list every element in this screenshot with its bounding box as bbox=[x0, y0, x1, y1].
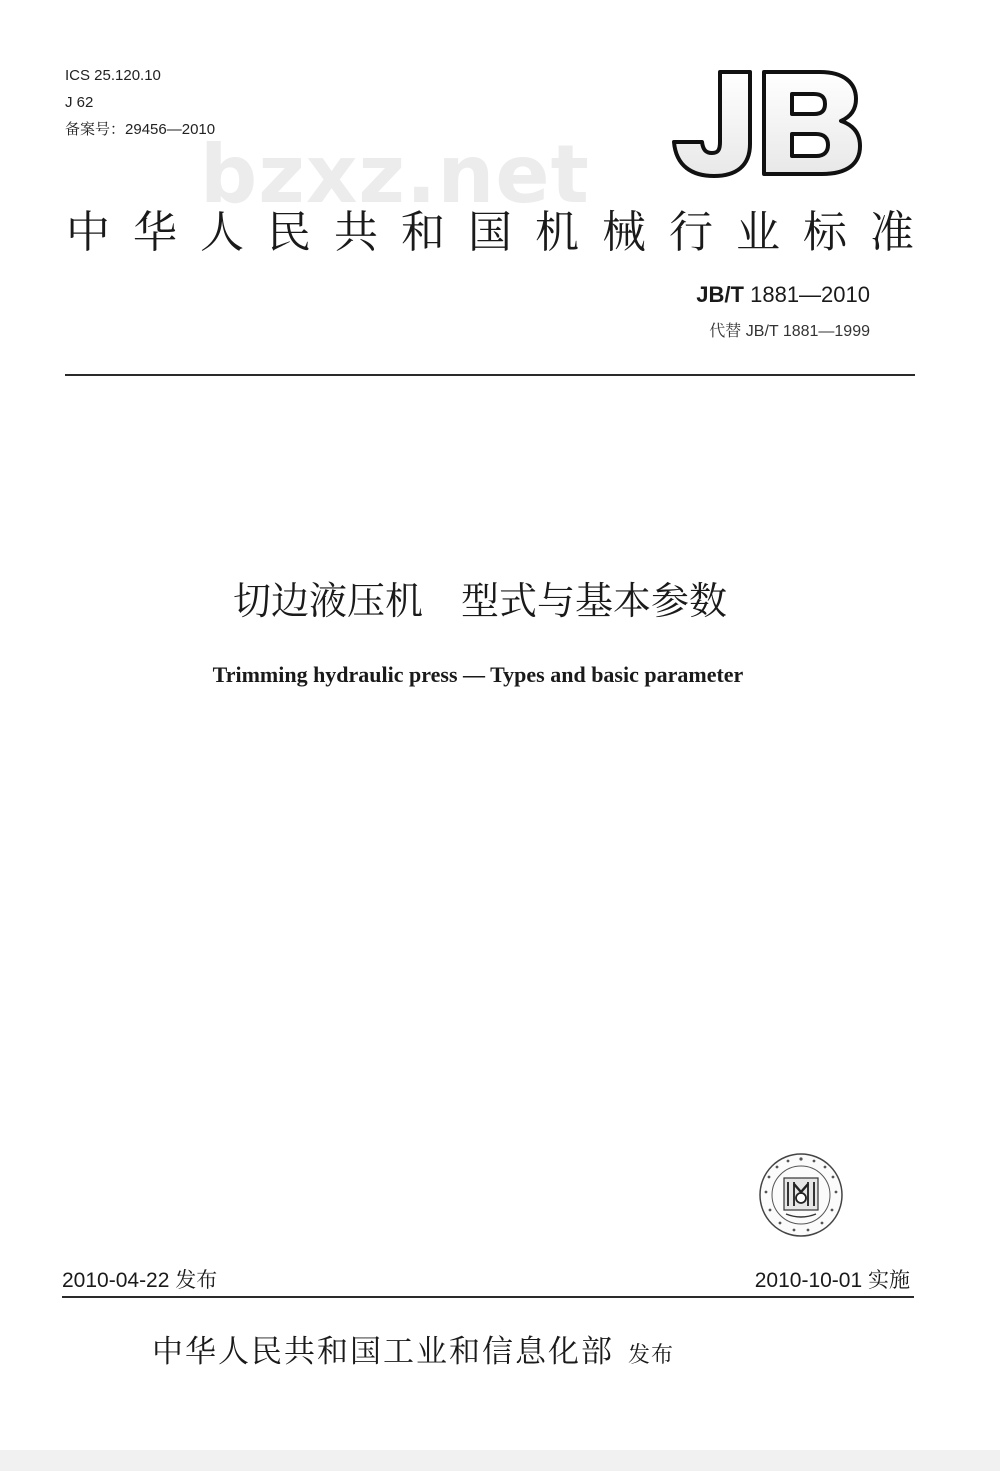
publisher-line bbox=[152, 1326, 674, 1371]
record-label: 备案号： bbox=[65, 121, 126, 138]
jb-logo bbox=[668, 68, 868, 180]
record-number: 29456—2010 bbox=[125, 121, 216, 138]
publisher-suffix: 发布 bbox=[628, 1343, 675, 1368]
classification-meta bbox=[65, 62, 215, 143]
title-english: Trimming hydraulic press — Types and basic parameter bbox=[212, 662, 744, 687]
implementation-label: 实施 bbox=[868, 1269, 910, 1292]
implementation-date bbox=[755, 1264, 910, 1294]
watermark: bzxz.net bbox=[200, 128, 590, 221]
standard-number-value: 1881—2010 bbox=[750, 282, 870, 307]
standard-prefix: JB/T bbox=[696, 282, 744, 307]
standard-number bbox=[696, 282, 870, 308]
issue-date bbox=[62, 1264, 217, 1294]
bottom-divider bbox=[62, 1296, 914, 1298]
standard-title: 中华人民共和国机械行业标准 bbox=[66, 207, 937, 258]
replaces-line bbox=[709, 318, 870, 341]
category-code: J 62 bbox=[65, 94, 94, 111]
page-footer-band bbox=[0, 1450, 1000, 1471]
replaces-label: 代替 bbox=[709, 323, 742, 340]
top-divider bbox=[65, 374, 915, 376]
issue-label: 发布 bbox=[175, 1269, 218, 1292]
title-chinese: 切边液压机 型式与基本参数 bbox=[232, 579, 727, 623]
record-number-line bbox=[65, 116, 215, 143]
replaces-value: JB/T 1881—1999 bbox=[745, 323, 870, 340]
ics-code: ICS 25.120.10 bbox=[65, 67, 161, 84]
issue-date-value: 2010-04-22 bbox=[62, 1269, 170, 1292]
implementation-date-value: 2010-10-01 bbox=[754, 1269, 863, 1292]
publisher-seal bbox=[758, 1152, 844, 1238]
publisher-name: 中华人民共和国工业和信息化部 bbox=[152, 1334, 614, 1370]
